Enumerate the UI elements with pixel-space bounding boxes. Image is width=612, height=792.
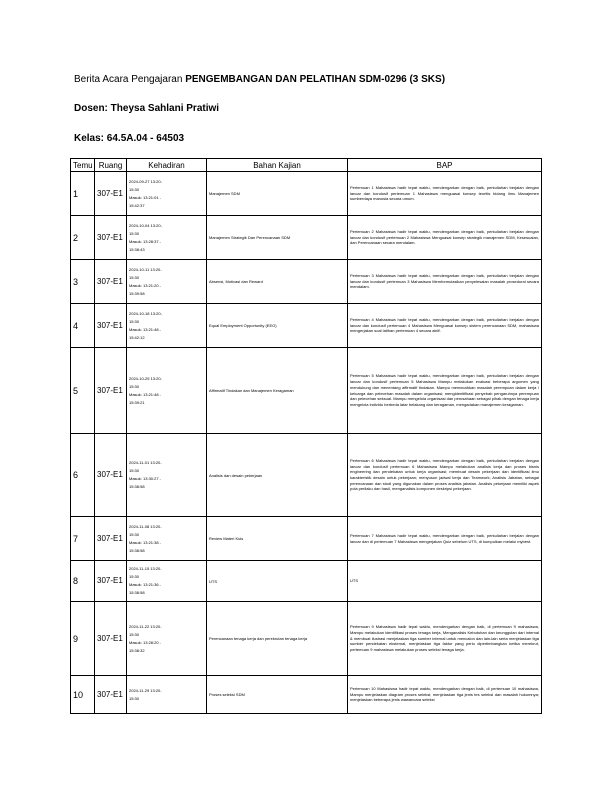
kehadiran-cell <box>127 561 207 602</box>
table-row <box>71 676 542 714</box>
table-row <box>71 216 542 260</box>
ruang-cell: 307-E1 <box>95 602 127 676</box>
checkout-time: 15:39:58 <box>129 290 145 296</box>
schedule-time: 2024-10-04 13:20- <box>129 222 162 228</box>
schedule-end: 15:30 <box>129 230 140 236</box>
schedule-end: 15:30 <box>129 631 140 637</box>
kehadiran-cell <box>127 216 207 260</box>
bap-cell: Pertemuan 2 Mahasiswa hadir tepat waktu, mendengarkan dengan baik, perkuliahan berjalan dengan lancar dan kondusif pertemuan 2 Mahasiswa Menguasai konsep strategik manajemen SDM, Kesesuaian, dan Perencanaan secara mendalam. <box>348 216 542 260</box>
bap-cell: Pertemuan 1 Mahasiswa hadir tepat waktu, mendengarkan dengan baik, perkuliahan berjalan dengan lancar dan kondusif pertemuan 1 Mahasiswa menguasai konsep teoritis bidang ilmu Manajemen sumberdaya manusia secara umum. <box>348 172 542 216</box>
bahan-kajian-cell: Absensi, Motivasi dan Reward <box>207 260 348 304</box>
checkout-time: 15:38:58 <box>129 590 145 595</box>
schedule-end: 15:30 <box>129 383 140 389</box>
kehadiran-cell <box>127 348 207 434</box>
ruang-cell: 307-E1 <box>95 260 127 304</box>
bap-cell: Pertemuan 9 Mahasiswa hadir tepat waktu, mendengarkan dengan baik, di pertemuan 9 mahasiswa, Mampu melakukan identifikasi proses tenaga kerja, Menganalisis Kebutuhan dan keunggulan dari internal & membuat ilustrasi menjelaskan tiga sumber internal untuk mencalon dan lain-lain serta menjelaskan tiga sumber pendekatan eksternal, menjelaskan tiga faktor yang perlu dipertimbangkan ketika merekrut, pertemuan 9 mahasiswa melakukan proses seleksi tenaga kerja. <box>348 602 542 676</box>
bahan-kajian-cell: Perencanaan tenaga kerja dan perekrutan tenaga kerja <box>207 602 348 676</box>
bahan-kajian-cell: Proses seleksi SDM <box>207 676 348 714</box>
ruang-cell: 307-E1 <box>95 434 127 517</box>
checkin-time: Masuk: 13:21:01 - <box>129 194 162 200</box>
bap-cell: Pertemuan 7 Mahasiswa hadir tepat waktu, mendengarkan dengan baik, perkuliahan berjalan dengan lancar dan di pertemuan 7 Mahasiswa mengerjakan Quiz sebelum UTS, di kumpulkan melalui mybest. <box>348 517 542 561</box>
schedule-time: 2024-11-01 13:20- <box>129 460 162 465</box>
temu-cell: 9 <box>71 602 95 676</box>
checkin-time: Masuk: 13:21:36 - <box>129 582 162 587</box>
schedule-end: 15:30 <box>129 186 140 192</box>
temu-cell: 7 <box>71 517 95 561</box>
checkin-time: Masuk: 13:21:38 - <box>129 539 162 545</box>
bahan-kajian-cell: Equal Employment Opportunity (EEO) <box>207 304 348 348</box>
kehadiran-cell <box>127 434 207 517</box>
kehadiran-cell <box>127 260 207 304</box>
table-row <box>71 561 542 602</box>
bahan-kajian-cell: Review Materi Kuis <box>207 517 348 561</box>
bahan-kajian-cell: Manajemen Strategik Dan Perencanaan SDM <box>207 216 348 260</box>
bahan-kajian-cell: UTS <box>207 561 348 602</box>
table-header-row <box>71 159 542 172</box>
bap-cell: Pertemuan 10 Mahasiswa hadir tepat waktu, mendengarkan dengan baik, di pertemuan 10 mahasiswa, Mampu menjelaskan diagram proses seleksi; menjelaskan tiga jenis tes seleksi dan masalah hukumnya; menjelaskan beberapa jenis wawancara seleksi <box>348 676 542 714</box>
ruang-cell: 307-E1 <box>95 172 127 216</box>
checkin-time: Masuk: 13:28:20 - <box>129 639 162 645</box>
ruang-cell: 307-E1 <box>95 561 127 602</box>
checkout-time: 15:42:12 <box>129 334 145 340</box>
col-header-ruang: Ruang <box>95 159 127 172</box>
bahan-kajian-cell: Affirmatif Tindakan dan Manajemen Keragaman <box>207 348 348 434</box>
checkin-time: Masuk: 13:30:27 - <box>129 476 162 481</box>
schedule-end: 15:30 <box>129 318 140 324</box>
ruang-cell: 307-E1 <box>95 304 127 348</box>
table-row <box>71 348 542 434</box>
ruang-cell: 307-E1 <box>95 216 127 260</box>
bap-cell: Pertemuan 4 Mahasiswa hadir tepat waktu, mendengarkan dengan baik, perkuliahan berjalan dengan lancar dan kondusif pertemuan 4 Mahasiswa Menguasai konsep sistem perencanaan SDM, mahasiswa mengerjakan soal latihan pertemuan 4 secara aktif. <box>348 304 542 348</box>
checkout-time: 15:38:32 <box>129 647 145 653</box>
checkin-time: Masuk: 13:28:37 - <box>129 238 162 244</box>
class-line: Kelas: 64.5A.04 - 64503 <box>74 133 185 144</box>
bahan-kajian-cell: Manajemen SDM <box>207 172 348 216</box>
attendance-table <box>70 158 542 714</box>
table-row <box>71 602 542 676</box>
course-name: PENGEMBANGAN DAN PELATIHAN SDM-0296 (3 SKS) <box>185 74 446 85</box>
table-row <box>71 304 542 348</box>
checkin-time: Masuk: 13:21:48 - <box>129 326 162 332</box>
checkout-time: 15:38:43 <box>129 246 145 252</box>
temu-cell: 3 <box>71 260 95 304</box>
temu-cell: 4 <box>71 304 95 348</box>
bap-cell: Pertemuan 6 Mahasiswa hadir tepat waktu, mendengarkan dengan baik, perkuliahan berjalan dengan lancar dan kondusif pertemuan 6 Mahasiswa Mampu melakukan analisis kerja dan proses bisnis engineering dan pendekatan untuk kerja organisasi; membuat desain pekerjaan dan identifikasi ilmu karakteristik desain untuk pekerjaan; menyusun jadwal kerja dan Teamwork; Analisis Jabatan, sebagai perencanaan dan studi yang digunakan dalam proses analisis jabatan. Analisis pekerjaan memiliki aspek pola perilaku dan hasil, menganalisis komponen deskripsi pekerjaan. <box>348 434 542 517</box>
col-header-temu: Temu <box>71 159 95 172</box>
bap-cell: Pertemuan 5 Mahasiswa hadir tepat waktu, mendengarkan dengan baik, perkuliahan berjalan dengan lancar dan kondusif pertemuan 5 Mahasiswa Mampu melakukan evaluasi beberapa argumen yang mendukung dan menentang affirmatif tindakan. Mampu memecahkan masalah perempuan dalam kerja / keluarga dan pelecehan masalah dalam organisasi; mengidentifikasi penyebab pengaruhnya perempuan dan pelecehan seksual. Mampu mengelola organisasi dan perusahaan sebagai pihak dengan tenaga kerja mengelola individu berbeda latar belakang dan keragaman, mengadakan manajemen keragaman. <box>348 348 542 434</box>
ruang-cell: 307-E1 <box>95 517 127 561</box>
schedule-end: 15:30 <box>129 574 140 579</box>
table-row <box>71 517 542 561</box>
schedule-end: 15:30 <box>129 695 140 701</box>
kehadiran-cell <box>127 602 207 676</box>
col-header-kehadiran: Kehadiran <box>127 159 207 172</box>
lecturer-line: Dosen: Theysa Sahlani Pratiwi <box>74 103 220 114</box>
table-row <box>71 434 542 517</box>
ruang-cell: 307-E1 <box>95 676 127 714</box>
schedule-time: 2024-10-18 13:20- <box>129 310 162 316</box>
checkout-time: 15:38:58 <box>129 547 145 553</box>
page-title <box>74 74 445 85</box>
checkin-time: Masuk: 13:21:48 - <box>129 391 162 397</box>
bahan-kajian-cell: Analisis dan desain pekerjaan <box>207 434 348 517</box>
title-prefix: Berita Acara Pengajaran <box>74 74 186 85</box>
schedule-time: 2024-11-08 13:20- <box>129 523 162 529</box>
checkin-time: Masuk: 13:21:20 - <box>129 282 162 288</box>
schedule-time: 2024-10-25 13:20- <box>129 375 162 381</box>
kehadiran-cell <box>127 304 207 348</box>
kehadiran-cell <box>127 172 207 216</box>
temu-cell: 8 <box>71 561 95 602</box>
schedule-time: 2024-11-15 13:20- <box>129 566 162 571</box>
temu-cell: 2 <box>71 216 95 260</box>
temu-cell: 6 <box>71 434 95 517</box>
schedule-time: 2024-11-29 13:20- <box>129 687 162 693</box>
col-header-bahan-kajian: Bahan Kajian <box>207 159 348 172</box>
table-row <box>71 172 542 216</box>
temu-cell: 10 <box>71 676 95 714</box>
schedule-end: 15:30 <box>129 468 140 473</box>
table-row <box>71 260 542 304</box>
schedule-time: 2024-11-22 13:20- <box>129 623 162 629</box>
schedule-time: 2024-09-27 13:20- <box>129 178 162 184</box>
kehadiran-cell <box>127 517 207 561</box>
checkout-time: 15:39:21 <box>129 399 145 405</box>
temu-cell: 5 <box>71 348 95 434</box>
col-header-bap: BAP <box>348 159 542 172</box>
checkout-time: 15:38:58 <box>129 484 145 489</box>
ruang-cell: 307-E1 <box>95 348 127 434</box>
bap-cell: Pertemuan 3 Mahasiswa hadir tepat waktu, mendengarkan dengan baik, perkuliahan berjalan dengan lancar dan kondusif pertemuan 3 Mahasiswa Memformulasikan penyelesaian masalah prosedural secara mendalam. <box>348 260 542 304</box>
kehadiran-cell <box>127 676 207 714</box>
temu-cell: 1 <box>71 172 95 216</box>
schedule-end: 15:30 <box>129 531 140 537</box>
schedule-end: 15:30 <box>129 274 140 280</box>
schedule-time: 2024-10-11 13:20- <box>129 266 162 272</box>
bap-cell: UTS <box>348 561 542 602</box>
checkout-time: 15:42:37 <box>129 202 145 208</box>
